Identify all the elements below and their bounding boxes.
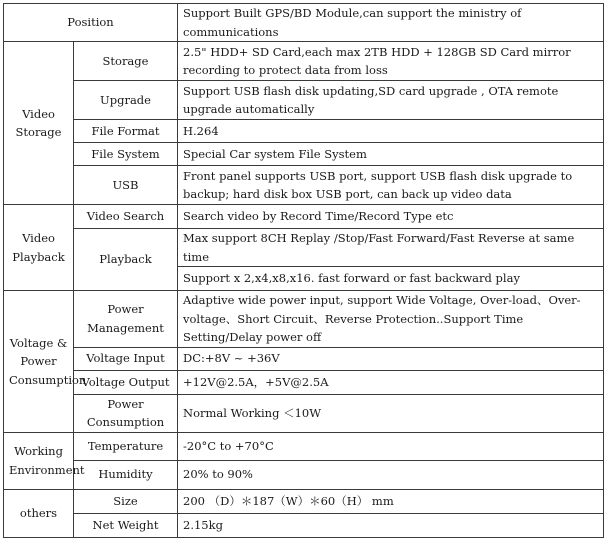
- voltage-input-label: Voltage Input: [74, 347, 178, 370]
- others-label: others: [4, 489, 74, 537]
- upgrade-value: Support USB flash disk updating,SD card upgrade , OTA remote upgrade automatically: [178, 81, 604, 120]
- power-management-label: Power Management: [74, 291, 178, 348]
- file-format-value: H.264: [178, 120, 604, 143]
- working-environment-label: Working Environment: [4, 432, 74, 489]
- row-position: [4, 4, 604, 42]
- row-storage: [4, 42, 604, 81]
- row-usb: [4, 166, 604, 205]
- net-weight-label: Net Weight: [74, 513, 178, 537]
- upgrade-label: Upgrade: [74, 81, 178, 120]
- temperature-value: -20°C to +70°C: [178, 432, 604, 460]
- voltage-output-label: Voltage Output: [74, 370, 178, 394]
- row-playback-1: [4, 229, 604, 267]
- row-file-format: [4, 120, 604, 143]
- video-storage-label: Video Storage: [4, 42, 74, 205]
- row-video-search: [4, 205, 604, 229]
- file-format-label: File Format: [74, 120, 178, 143]
- voltage-label: Voltage & Power Consumption: [4, 291, 74, 433]
- power-consumption-label: Power Consumption: [74, 394, 178, 432]
- row-voltage-input: [4, 347, 604, 370]
- size-label: Size: [74, 489, 178, 513]
- playback-value-1: Max support 8CH Replay /Stop/Fast Forward/Fast Reverse at same time: [178, 229, 604, 267]
- file-system-value: Special Car system File System: [178, 143, 604, 166]
- row-humidity: [4, 460, 604, 489]
- row-size: [4, 489, 604, 513]
- playback-value-2: Support x 2,x4,x8,x16. fast forward or fast backward play: [178, 267, 604, 291]
- power-consumption-value: Normal Working ＜10W: [178, 394, 604, 432]
- row-temperature: [4, 432, 604, 460]
- voltage-input-value: DC:+8V ~ +36V: [178, 347, 604, 370]
- storage-value: 2.5" HDD+ SD Card,each max 2TB HDD + 128GB SD Card mirror recording to protect data from loss: [178, 42, 604, 81]
- storage-label: Storage: [74, 42, 178, 81]
- temperature-label: Temperature: [74, 432, 178, 460]
- usb-label: USB: [74, 166, 178, 205]
- row-net-weight: [4, 513, 604, 537]
- file-system-label: File System: [74, 143, 178, 166]
- spec-table: [3, 3, 604, 538]
- video-search-label: Video Search: [74, 205, 178, 229]
- video-search-value: Search video by Record Time/Record Type etc: [178, 205, 604, 229]
- row-upgrade: [4, 81, 604, 120]
- humidity-label: Humidity: [74, 460, 178, 489]
- video-playback-label: Video Playback: [4, 205, 74, 291]
- playback-label: Playback: [74, 229, 178, 291]
- row-file-system: [4, 143, 604, 166]
- size-value: 200 （D）＊187（W）＊60（H） mm: [178, 489, 604, 513]
- position-label: Position: [4, 4, 178, 42]
- row-voltage-output: [4, 370, 604, 394]
- row-power-consumption: [4, 394, 604, 432]
- humidity-value: 20% to 90%: [178, 460, 604, 489]
- voltage-output-value: +12V@2.5A，+5V@2.5A: [178, 370, 604, 394]
- row-power-management: [4, 291, 604, 348]
- position-value: Support Built GPS/BD Module,can support the ministry of communications: [178, 4, 604, 42]
- net-weight-value: 2.15kg: [178, 513, 604, 537]
- power-management-value: Adaptive wide power input, support Wide Voltage, Over-load、Over-voltage、Short Circuit、Reverse Protection..Support Time Setting/Delay power off: [178, 291, 604, 348]
- usb-value: Front panel supports USB port, support USB flash disk upgrade to backup; hard disk box USB port, can back up video data: [178, 166, 604, 205]
